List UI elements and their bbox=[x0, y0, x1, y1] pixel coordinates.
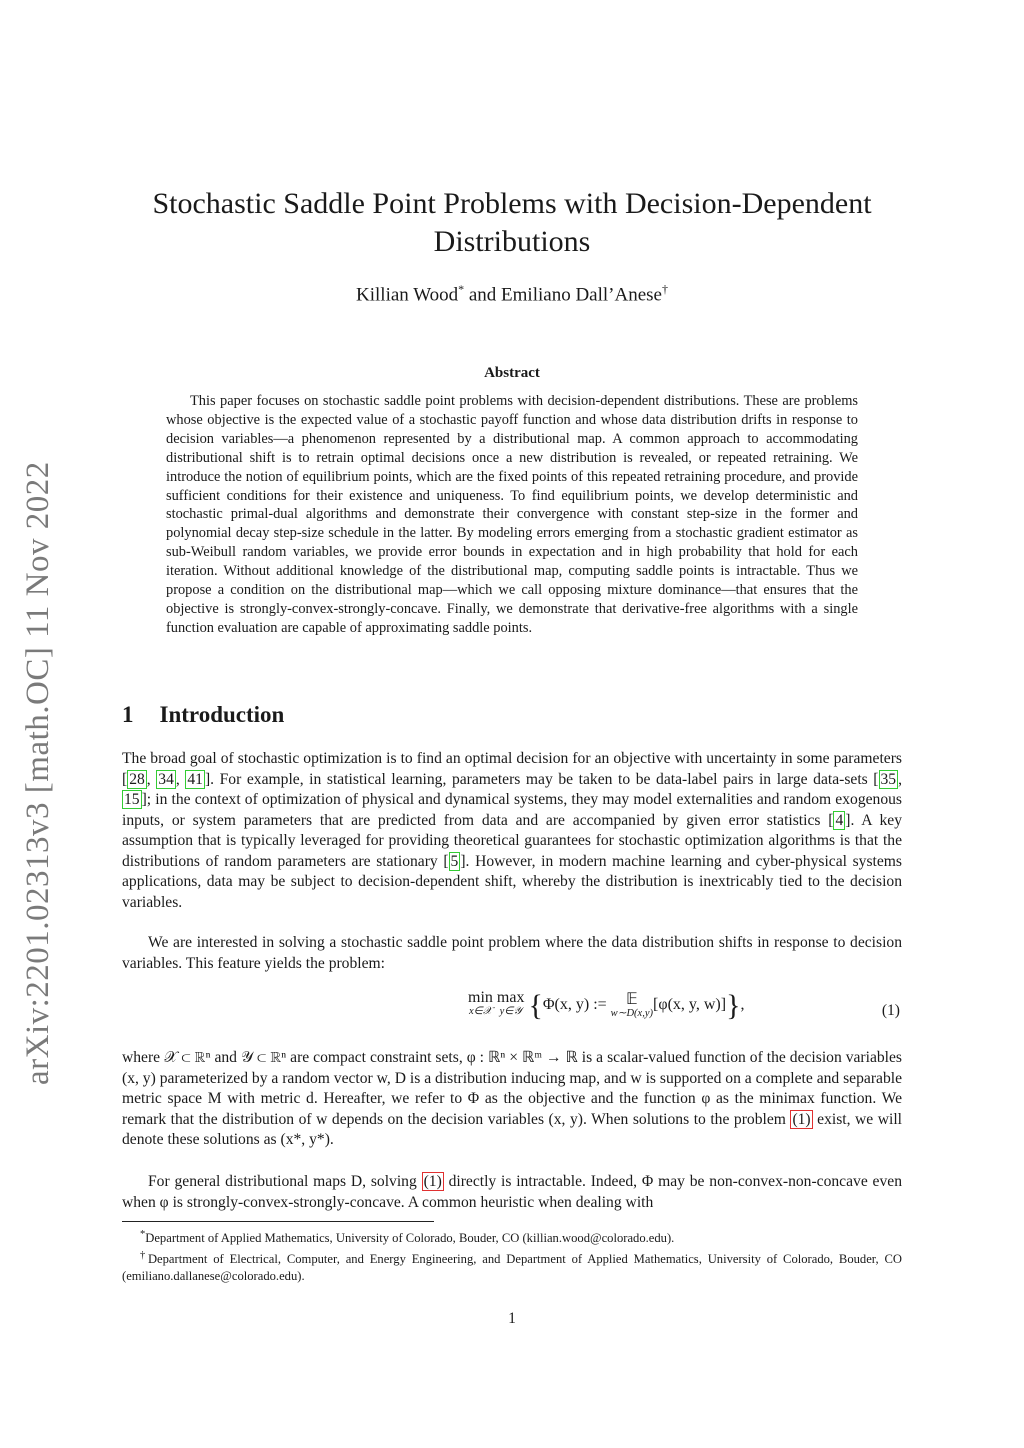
intro-paragraph-3: where 𝒳 ⊂ ℝⁿ and 𝒴 ⊂ ℝⁿ are compact constraint sets, φ : ℝⁿ × ℝᵐ → ℝ is a scalar-valued function of the decision variables (x, y) parameterized by a random vector w, D is a distribution inducing map, and w is supported on a complete and separable metric space M with metric d. Hereafter, we refer to Φ as the objective and the function φ as the minimax function. We remark that the distribution of w depends on the decision variables (x, y). When solutions to the problem (1) exist, we will denote these solutions as (x*, y*). bbox=[122, 1049, 902, 1148]
section-number: 1 bbox=[122, 702, 134, 727]
section-heading-introduction bbox=[122, 702, 284, 728]
footnote-rule bbox=[122, 1221, 434, 1222]
equation-reference[interactable]: (1) bbox=[792, 1110, 811, 1128]
citation-link[interactable]: 5 bbox=[450, 852, 459, 870]
citation-link[interactable]: 4 bbox=[835, 811, 844, 829]
intro-paragraph-2: We are interested in solving a stochastic saddle point problem where the data distribution shifts in response to decision variables. This feature yields the problem: bbox=[122, 934, 902, 972]
author-wood: Killian Wood bbox=[356, 284, 459, 306]
objective-rhs: [φ(x, y, w)] bbox=[653, 996, 727, 1013]
expectation-operator: 𝔼 w∼D(x,y) bbox=[610, 991, 653, 1019]
citation-link[interactable]: 28 bbox=[129, 770, 145, 788]
author-dallanese: Emiliano Dall’Anese bbox=[501, 284, 662, 306]
footnote-2: †Department of Electrical, Computer, and Energy Engineering, and Department of Applied Mathematics, University of Colorado, Bouder, CO (emiliano.dallanese@colorado.edu). bbox=[122, 1250, 902, 1284]
author-line bbox=[120, 282, 904, 306]
abstract-text: This paper focuses on stochastic saddle point problems with decision-dependent distributions. These are problems whose objective is the expected value of a stochastic payoff function and whose data distribution drifts in response to decision variables—a phenomenon represented by a distributional map. A common approach to accommodating distributional shift is to retrain optimal decisions once a new distribution is revealed, or repeated retraining. We introduce the notion of equilibrium points, which are the fixed points of this repeated retraining procedure, and provide sufficient conditions for their existence and uniqueness. To find equilibrium points, we develop deterministic and stochastic primal-dual algorithms and demonstrate their convergence with constant step-size in the former and polynomial decay step-size schedule in the latter. By modeling errors emerging from a stochastic gradient estimator as sub-Weibull random variables, we provide error bounds in expectation and in high probability that hold for each iteration. Without additional knowledge of the distributional map, computing saddle points is intractable. Thus we propose a condition on the distributional map—which we call opposing mixture dominance—that ensures that the objective is strongly-convex-strongly-concave. Finally, we demonstrate that derivative-free algorithms with a single function evaluation are capable of approximating saddle points. bbox=[166, 393, 858, 636]
page-number: 1 bbox=[508, 1310, 516, 1327]
intro-paragraph-4: For general distributional maps D, solving (1) directly is intractable. Indeed, Φ may be non-convex-non-concave even when φ is strongly-convex-strongly-concave. A common heuristic when dealing with bbox=[122, 1173, 902, 1211]
citation-link[interactable]: 41 bbox=[187, 770, 203, 788]
objective-lhs: Φ(x, y) := bbox=[542, 996, 611, 1013]
equation-1 bbox=[122, 985, 902, 1045]
paper-title: Stochastic Saddle Point Problems with Decision-Dependent Distributions bbox=[152, 187, 872, 258]
equation-body: min x∈𝒳 max y∈𝒴 {Φ(x, y) := 𝔼 w∼D(x,y) [φ(x, y, w)]}, bbox=[468, 989, 745, 1022]
left-brace: { bbox=[528, 989, 543, 1022]
equation-reference[interactable]: (1) bbox=[423, 1173, 442, 1190]
citation-link[interactable]: 34 bbox=[158, 770, 174, 788]
equation-number: (1) bbox=[881, 1002, 900, 1019]
arxiv-identifier[interactable]: arXiv:2201.02313v3 [math.OC] 11 Nov 2022 bbox=[20, 461, 56, 1085]
section-title: Introduction bbox=[159, 702, 285, 727]
author-conjunction: and bbox=[464, 284, 502, 306]
right-brace: } bbox=[726, 989, 741, 1022]
abstract-heading: Abstract bbox=[484, 365, 540, 381]
footnote-mark-2[interactable]: † bbox=[661, 282, 668, 296]
max-operator: max y∈𝒴 bbox=[496, 989, 525, 1017]
min-operator: min x∈𝒳 bbox=[468, 989, 493, 1017]
footnote-1: *Department of Applied Mathematics, University of Colorado, Bouder, CO (killian.wood@colorado.edu). bbox=[140, 1229, 675, 1246]
footnotes bbox=[122, 1226, 902, 1285]
intro-paragraph-1: The broad goal of stochastic optimization is to find an optimal decision for an objective with uncertainty in some parameters [ 28 , 34 , 41 ]. For example, in statistical learning, parameters may be taken to be data-label pairs in large data-sets [ 35 , 15 ]; in the context of optimization of physical and dynamical systems, they may model externalities and random exogenous inputs, or system parameters that are predicted from data and are accompanied by given error statistics [ 4 ]. A key assumption that is typically leveraged for providing theoretical guarantees for stochastic optimization algorithms is that the distributions of random parameters are stationary [ 5 ]. However, in modern machine learning and cyber-physical systems applications, data may be subject to decision-dependent shift, whereby the distribution is inextricably tied to the decision variables. bbox=[122, 750, 902, 911]
citation-link[interactable]: 35 bbox=[880, 770, 897, 788]
citation-link[interactable]: 15 bbox=[124, 791, 140, 808]
footnote-mark-1[interactable]: * bbox=[458, 282, 465, 296]
